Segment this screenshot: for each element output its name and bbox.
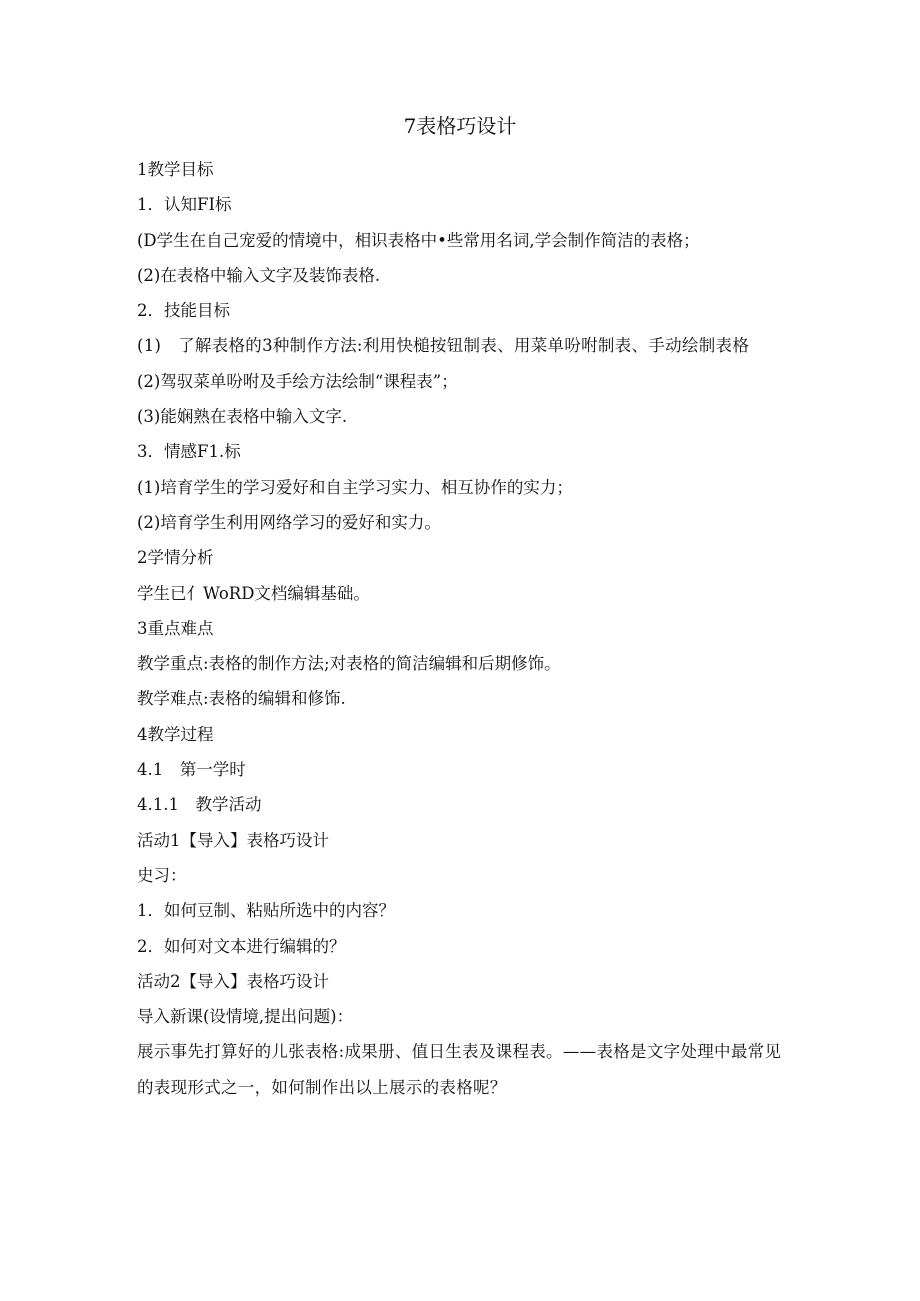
paragraph: 展示事先打算好的儿张表格:成果册、值日生表及课程表。——表格是文字处理中最常见的表现形式之一，如何制作出以上展示的表格呢？ bbox=[137, 1042, 782, 1097]
paragraph: (1)培育学生的学习爱好和自主学习实力、相互协作的实力； bbox=[137, 477, 573, 497]
subsection-heading: 4.1 第一学时 bbox=[137, 760, 246, 780]
list-item: 2．如何对文本进行编辑的？ bbox=[137, 936, 346, 956]
paragraph: (2)在表格中输入文字及装饰表格. bbox=[137, 265, 381, 285]
paragraph: 导入新课(设情境,提出问题)： bbox=[137, 1007, 354, 1027]
subsection-heading: 4.1.1 教学活动 bbox=[137, 795, 262, 815]
paragraph: (2)驾驭菜单吩咐及手绘方法绘制“课程表”； bbox=[137, 371, 458, 391]
document-title: 7表格巧设计 bbox=[403, 114, 517, 138]
activity-heading: 活动1【导入】表格巧设计 bbox=[137, 830, 329, 850]
section-heading: 1教学目标 bbox=[137, 160, 214, 179]
list-item: 1．如何豆制、粘贴所选中的内容？ bbox=[137, 901, 395, 921]
paragraph: 史习： bbox=[137, 865, 187, 885]
paragraph: 教学重点:表格的制作方法;对表格的简洁编辑和后期修饰。 bbox=[137, 654, 561, 674]
paragraph: 教学难点:表格的编辑和修饰. bbox=[137, 689, 346, 709]
subsection-heading: 2．技能目标 bbox=[137, 301, 230, 321]
section-heading: 4教学过程 bbox=[137, 724, 214, 744]
paragraph: (3)能娴熟在表格中输入文字. bbox=[137, 407, 348, 427]
document-body bbox=[137, 152, 787, 1105]
section-heading: 3重点难点 bbox=[137, 618, 214, 638]
paragraph: (1) 了解表格的3种制作方法:利用快槌按钮制表、用菜单吩咐制表、手动绘制表格 bbox=[137, 336, 750, 356]
paragraph: 学生已亻WoRD文档编辑基础。 bbox=[137, 583, 370, 603]
paragraph: (D学生在自己宠爱的情境中，相识表格中•些常用名词,学会制作简洁的表格； bbox=[137, 230, 700, 250]
subsection-heading: 3．情感F1.标 bbox=[137, 442, 241, 462]
subsection-heading: 1．认知FI标 bbox=[137, 195, 232, 215]
paragraph: (2)培育学生利用网络学习的爱好和实力。 bbox=[137, 512, 441, 532]
section-heading: 2学情分析 bbox=[137, 548, 214, 568]
activity-heading: 活动2【导入】表格巧设计 bbox=[137, 971, 329, 991]
